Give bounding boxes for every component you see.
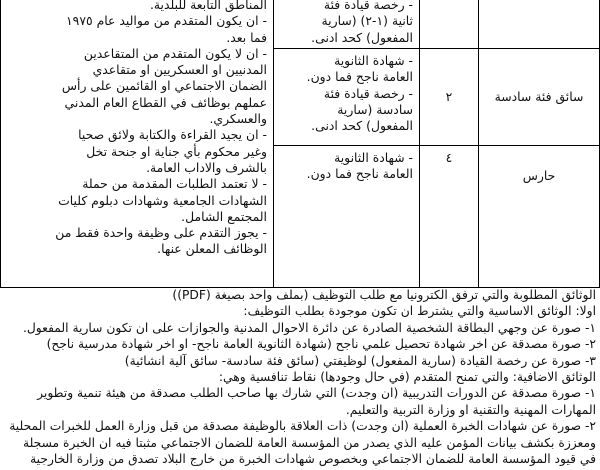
condition-line: الضمان الاجتماعي او القائمين على رأس <box>61 78 267 94</box>
paragraph: الوثائق المطلوبة والتي ترفق الكترونيا مع طلب التوظيف (بملف واحد بصيغة (PDF)) <box>172 288 596 302</box>
qualification-line: - شهادة الثانوية <box>334 150 413 165</box>
qualification-line: - رخصة قيادة فئة <box>323 0 413 12</box>
qualification-line: المفعول) كحد ادنى. <box>311 29 413 45</box>
condition-line: المجتمع الشامل. <box>181 208 267 224</box>
job-count-cell: ٢ <box>420 49 479 146</box>
qualifications-cell <box>274 0 420 49</box>
qualifications-cell <box>274 146 420 288</box>
table-row <box>1 0 600 49</box>
paragraph: اولا: الوثائق الاساسية والتي يشترط ان تكون موجودة بطلب التوظيف: <box>243 304 596 319</box>
qualification-line: - شهادة الثانوية <box>334 53 413 68</box>
condition-line: وغير محكوم بأي جناية او جنحة تخل <box>86 143 267 159</box>
job-count-cell <box>420 0 479 49</box>
qualification-line: ثانية (١-٢) (سارية <box>321 13 413 29</box>
condition-line: والعسكري. <box>209 111 267 127</box>
condition-line: فما بعد. <box>226 29 267 45</box>
conditions-cell <box>1 0 274 288</box>
job-title-cell: سائق فئة سادسة <box>479 49 600 146</box>
qualifications-cell <box>274 49 420 146</box>
job-title-cell <box>479 0 600 49</box>
requirements-text <box>2 287 596 467</box>
paragraph: ومعززة بكشف بيانات المؤمن عليه الذي يصدر من المؤسسة العامة للضمان الاجتماعي مثبتا فيه ان الخبرة مسجلة <box>22 435 596 450</box>
qualification-line: العامة ناجح فما دون. <box>306 166 413 182</box>
condition-line: - لا تعتمد الطلبات المقدمة من حملة <box>82 176 267 192</box>
condition-line: - ان يجيد القراءة والكتابة ولائق صحيا <box>78 127 267 143</box>
paragraph: في قيود المؤسسة العامة للضمان الاجتماعي وبخصوص شهادات الخبرة من خارج البلاد تصدق من وزارة الخارجية <box>30 452 596 467</box>
qualification-line: المفعول) كحد ادنى. <box>311 118 413 134</box>
paragraph: الوثائق الاضافية: والتي تمنح المتقدم (في حال وجودها) نقاط تنافسية وهي: <box>218 370 596 385</box>
paragraph: ٣- صورة عن رخصة القيادة (سارية المفعول) لوظيفتي (سائق فئة سادسة- سائق آلية انشائية) <box>124 353 596 368</box>
paragraph: ٢- صورة عن شهادات الخبرة العملية (ان وجدت) ذات العلاقة بالوظيفة مصدقة من قبل وزارة العمل للخبرات المحلية <box>9 419 596 434</box>
paragraph: ١- صورة مصدقة عن الدورات التدريبية (ان وجدت) التي شارك بها صاحب الطلب مصدقة من هيئة تنمية وتطوير <box>37 386 596 401</box>
condition-line: - ان لا يكون المتقدم من المتقاعدين <box>83 45 267 61</box>
condition-line: الوظائف المعلن عنها. <box>157 241 267 257</box>
condition-line: - ان يكون المتقدم من مواليد عام ١٩٧٥ <box>66 13 267 29</box>
condition-line: المناطق التابعة للبلدية. <box>149 0 267 12</box>
qualification-line: سادسة (سارية <box>337 101 413 117</box>
condition-line: الشهادات الجامعية وشهادات دبلوم كليات <box>58 192 267 208</box>
paragraph: المهارات المهنية والتقنية او وزارة التربية والتعليم. <box>345 402 596 417</box>
condition-line: بالشرف والاداب العامة. <box>146 159 267 175</box>
condition-line: - يجوز التقدم على وظيفة واحدة فقط من <box>55 225 267 241</box>
qualification-line: العامة ناجح فما دون. <box>306 69 413 85</box>
qualification-line: - رخصة قيادة فئة <box>323 85 413 101</box>
job-title-cell: حارس <box>479 146 600 288</box>
paragraph: ٢- صورة مصدقة عن اخر شهادة تحصيل علمي ناجح (شهادة الثانوية العامة ناجح- او اخر شهادة مدرسية ناجح) <box>46 337 596 352</box>
job-count-cell: ٤ <box>420 146 479 288</box>
paragraph: ١- صورة عن وجهي البطاقة الشخصية الصادرة عن دائرة الاحوال المدنية والجوازات على ان تكون سارية المفعول. <box>22 320 596 335</box>
condition-line: عملهم بوظائف في القطاع العام المدني <box>64 94 267 110</box>
condition-line: المدنيين او العسكريين او متقاعدي <box>92 62 267 78</box>
